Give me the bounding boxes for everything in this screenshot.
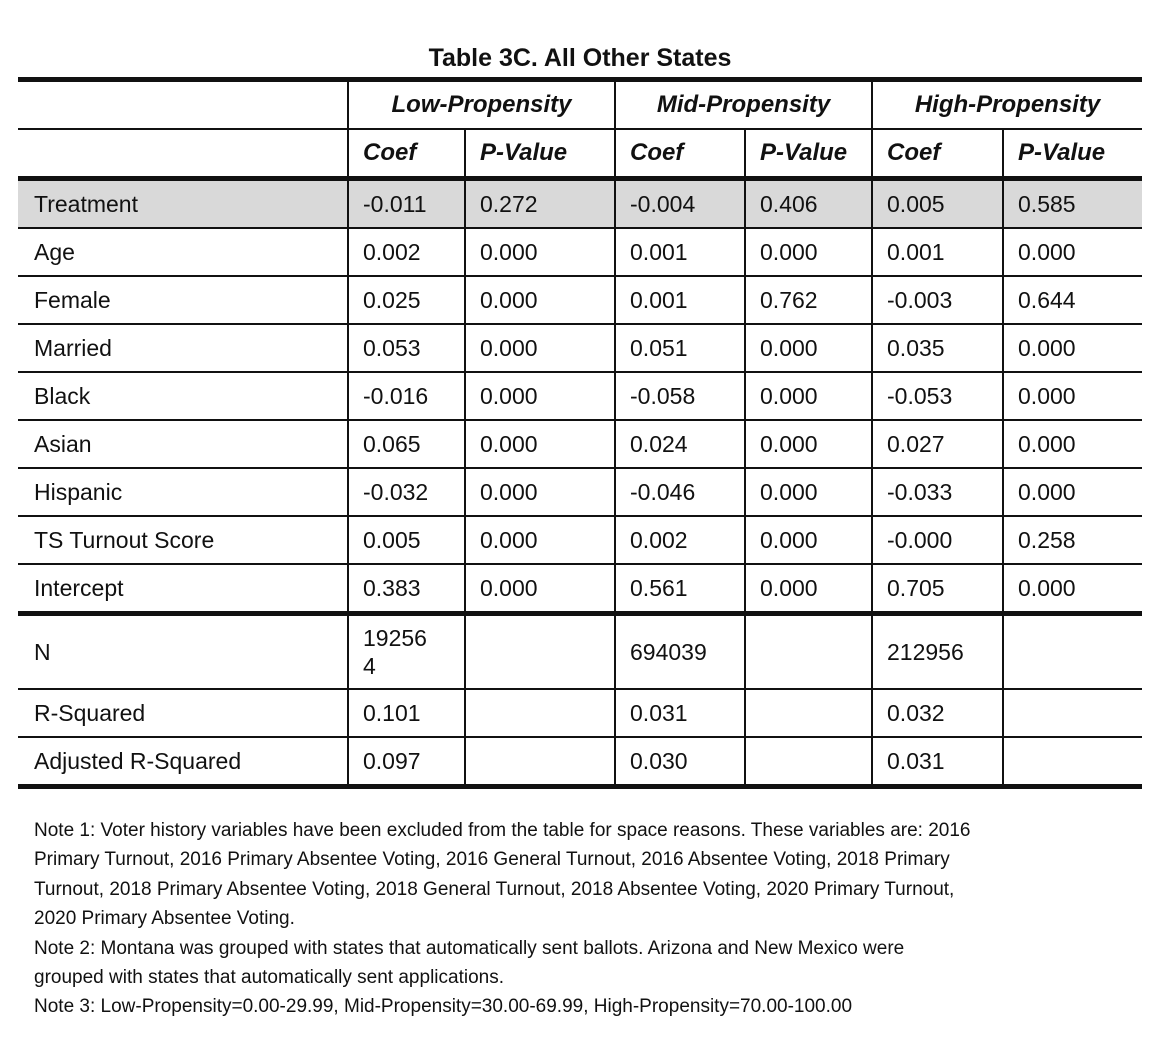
note-line: Primary Turnout, 2016 Primary Absentee Voting, 2016 General Turnout, 2016 Absentee Voting, 2018 Primary xyxy=(34,849,950,871)
coef-cell: 0.002 xyxy=(348,228,465,276)
table-row xyxy=(18,468,1142,516)
p-value-cell: 0.000 xyxy=(465,468,615,516)
row-label: Black xyxy=(18,372,348,420)
p-value-cell: 0.000 xyxy=(1003,468,1142,516)
coef-cell: 0.561 xyxy=(615,564,745,614)
coef-cell: 0.705 xyxy=(872,564,1003,614)
p-value-cell: 0.000 xyxy=(745,564,872,614)
row-label: Asian xyxy=(18,420,348,468)
coef-cell: 0.024 xyxy=(615,420,745,468)
note-line: Note 1: Voter history variables have been excluded from the table for space reasons. These variables are: 2016 xyxy=(34,820,971,841)
coef-cell: -0.046 xyxy=(615,468,745,516)
p-value-cell: 0.585 xyxy=(1003,179,1142,229)
coef-cell: 0.001 xyxy=(615,228,745,276)
group-header-high: High-Propensity xyxy=(872,80,1142,130)
p-value-cell: 0.000 xyxy=(465,276,615,324)
n-value: 192564 xyxy=(363,625,427,679)
p-value-cell: 0.000 xyxy=(745,468,872,516)
p-value-cell: 0.000 xyxy=(745,324,872,372)
p-value-cell: 0.000 xyxy=(745,228,872,276)
p-value-cell: 0.000 xyxy=(465,420,615,468)
p-value-cell: 0.000 xyxy=(465,324,615,372)
p-value-cell xyxy=(465,614,615,690)
p-value-cell: 0.000 xyxy=(465,516,615,564)
coef-cell: 0.053 xyxy=(348,324,465,372)
group-header-low: Low-Propensity xyxy=(348,80,615,130)
empty-header-cell xyxy=(18,129,348,179)
coef-cell: -0.032 xyxy=(348,468,465,516)
row-label: R-Squared xyxy=(18,689,348,737)
note-line: Turnout, 2018 Primary Absentee Voting, 2018 General Turnout, 2018 Absentee Voting, 2020 Primary Turnout, xyxy=(34,878,955,900)
coef-cell: 212956 xyxy=(872,614,1003,690)
note-line: grouped with states that automatically sent applications. xyxy=(34,967,504,989)
p-value-cell: 0.644 xyxy=(1003,276,1142,324)
p-value-cell: 0.000 xyxy=(1003,228,1142,276)
group-header-row xyxy=(18,80,1142,130)
table-row xyxy=(18,276,1142,324)
subheader-coef: Coef xyxy=(615,129,745,179)
coef-cell: -0.016 xyxy=(348,372,465,420)
row-label: Female xyxy=(18,276,348,324)
row-label: Adjusted R-Squared xyxy=(18,737,348,787)
table-row xyxy=(18,324,1142,372)
p-value-cell: 0.258 xyxy=(1003,516,1142,564)
table-row xyxy=(18,228,1142,276)
table-row xyxy=(18,516,1142,564)
coef-cell: 0.051 xyxy=(615,324,745,372)
coef-cell: 694039 xyxy=(615,614,745,690)
coef-cell: -0.000 xyxy=(872,516,1003,564)
note-line: Note 2: Montana was grouped with states that automatically sent ballots. Arizona and New Mexico were xyxy=(34,937,905,959)
coef-cell: 0.005 xyxy=(872,179,1003,229)
coef-cell: 0.025 xyxy=(348,276,465,324)
p-value-cell xyxy=(1003,689,1142,737)
note-line: Note 3: Low-Propensity=0.00-29.99, Mid-Propensity=30.00-69.99, High-Propensity=70.00-100.00 xyxy=(34,996,853,1018)
p-value-cell xyxy=(465,737,615,787)
p-value-cell: 0.000 xyxy=(1003,324,1142,372)
subheader-p-value: P-Value xyxy=(745,129,872,179)
subheader-coef: Coef xyxy=(348,129,465,179)
coef-cell: -0.004 xyxy=(615,179,745,229)
p-value-cell xyxy=(745,737,872,787)
table-row xyxy=(18,564,1142,614)
coef-cell: -0.058 xyxy=(615,372,745,420)
p-value-cell: 0.000 xyxy=(745,420,872,468)
subheader-p-value: P-Value xyxy=(1003,129,1142,179)
p-value-cell: 0.272 xyxy=(465,179,615,229)
coef-cell: 0.097 xyxy=(348,737,465,787)
coef-cell: 0.027 xyxy=(872,420,1003,468)
p-value-cell: 0.000 xyxy=(1003,564,1142,614)
coef-cell: 0.032 xyxy=(872,689,1003,737)
note-line: 2020 Primary Absentee Voting. xyxy=(34,908,295,930)
table-row xyxy=(18,420,1142,468)
p-value-cell xyxy=(745,614,872,690)
table-title: Table 3C. All Other States xyxy=(428,44,732,72)
row-label: N xyxy=(18,614,348,690)
p-value-cell: 0.406 xyxy=(745,179,872,229)
p-value-cell: 0.000 xyxy=(745,372,872,420)
coef-cell: 0.035 xyxy=(872,324,1003,372)
empty-header-cell xyxy=(18,80,348,130)
row-label: Age xyxy=(18,228,348,276)
coef-cell xyxy=(348,614,465,690)
table-notes xyxy=(34,816,1144,1022)
subheader-p-value: P-Value xyxy=(465,129,615,179)
p-value-cell: 0.000 xyxy=(1003,372,1142,420)
coef-cell: 0.002 xyxy=(615,516,745,564)
table-row xyxy=(18,179,1142,229)
coef-cell: 0.001 xyxy=(872,228,1003,276)
coef-cell: 0.065 xyxy=(348,420,465,468)
subheader-row xyxy=(18,129,1142,179)
p-value-cell: 0.000 xyxy=(465,228,615,276)
p-value-cell xyxy=(1003,614,1142,690)
p-value-cell: 0.000 xyxy=(465,372,615,420)
coef-cell: 0.383 xyxy=(348,564,465,614)
p-value-cell xyxy=(1003,737,1142,787)
subheader-coef: Coef xyxy=(872,129,1003,179)
coef-cell: 0.030 xyxy=(615,737,745,787)
row-label: Intercept xyxy=(18,564,348,614)
coef-cell: -0.003 xyxy=(872,276,1003,324)
row-label: Treatment xyxy=(18,179,348,229)
p-value-cell xyxy=(745,689,872,737)
coef-cell: 0.031 xyxy=(615,689,745,737)
table-row xyxy=(18,614,1142,690)
p-value-cell xyxy=(465,689,615,737)
table-row xyxy=(18,689,1142,737)
coef-cell: 0.005 xyxy=(348,516,465,564)
p-value-cell: 0.000 xyxy=(745,516,872,564)
coef-cell: 0.101 xyxy=(348,689,465,737)
p-value-cell: 0.762 xyxy=(745,276,872,324)
coef-cell: 0.031 xyxy=(872,737,1003,787)
coef-cell: -0.053 xyxy=(872,372,1003,420)
row-label: TS Turnout Score xyxy=(18,516,348,564)
p-value-cell: 0.000 xyxy=(465,564,615,614)
group-header-mid: Mid-Propensity xyxy=(615,80,872,130)
row-label: Hispanic xyxy=(18,468,348,516)
regression-table xyxy=(18,77,1142,789)
table-row xyxy=(18,372,1142,420)
p-value-cell: 0.000 xyxy=(1003,420,1142,468)
coef-cell: 0.001 xyxy=(615,276,745,324)
row-label: Married xyxy=(18,324,348,372)
coef-cell: -0.011 xyxy=(348,179,465,229)
coef-cell: -0.033 xyxy=(872,468,1003,516)
table-row xyxy=(18,737,1142,787)
